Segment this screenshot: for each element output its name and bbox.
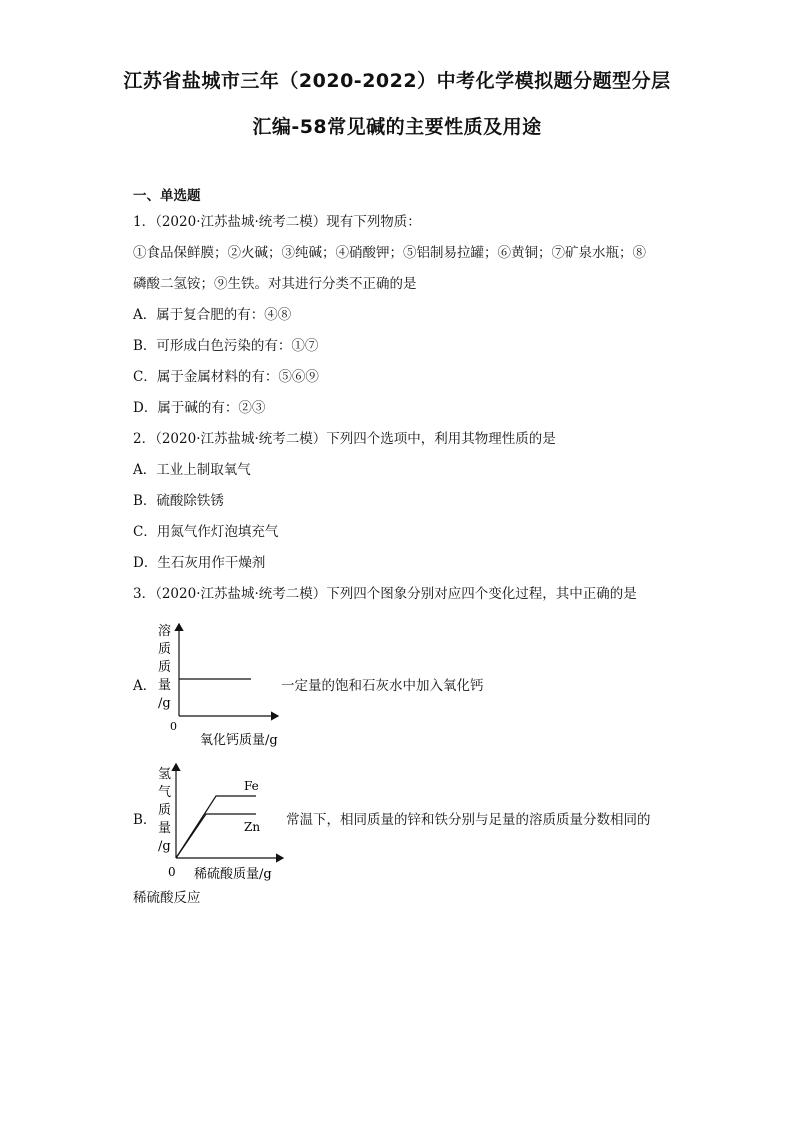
q1-items-line2: 磷酸二氢铵；⑨生铁。对其进行分类不正确的是	[133, 276, 417, 292]
graph-b-xlabel: 稀硫酸质量/g	[194, 867, 272, 882]
graph-a-origin: 0	[170, 720, 177, 733]
q2-option-c: C．用氮气作灯泡填充气	[133, 524, 279, 540]
q1-option-a: A．属于复合肥的有：④⑧	[133, 307, 292, 323]
q3-option-b-text: 常温下，相同质量的锌和铁分别与足量的溶质质量分数相同的	[286, 812, 651, 828]
q3-stem: 3．（2020·江苏盐城·统考二模）下列四个图象分别对应四个变化过程，其中正确的是	[133, 586, 637, 602]
q2-option-b: B．硫酸除铁锈	[133, 493, 224, 509]
q3-option-a-label: A．	[133, 678, 157, 694]
q1-items-line1: ①食品保鲜膜；②火碱；③纯碱；④硝酸钾；⑤铝制易拉罐；⑥黄铜；⑦矿泉水瓶；⑧	[133, 245, 646, 261]
graph-a-ylabel-4: 量	[158, 678, 172, 693]
document-title-line1: 江苏省盐城市三年（2020-2022）中考化学模拟题分题型分层	[123, 70, 671, 92]
q1-option-d: D．属于碱的有：②③	[133, 400, 266, 416]
q1-option-b: B．可形成白色污染的有：①⑦	[133, 338, 319, 354]
graph-b-fe-label: Fe	[244, 779, 259, 793]
graph-b-zn-label: Zn	[244, 820, 261, 834]
q2-stem: 2．（2020·江苏盐城·统考二模）下列四个选项中，利用其物理性质的是	[133, 431, 556, 447]
graph-b-ylabel-4: 量	[158, 821, 172, 836]
q3-option-b-label: B．	[133, 812, 157, 828]
graph-a-ylabel-3: 质	[158, 660, 172, 675]
q3-graph-b	[150, 758, 290, 892]
graph-a-xlabel: 氧化钙质量/g	[200, 733, 278, 748]
graph-b-ylabel-2: 气	[158, 785, 172, 800]
graph-b-ylabel-3: 质	[158, 803, 172, 818]
document-title-line2: 汇编-58常见碱的主要性质及用途	[252, 116, 542, 138]
graph-b-ylabel-5: /g	[158, 839, 171, 854]
q3-option-b-text-cont: 稀硫酸反应	[133, 890, 201, 906]
graph-a-ylabel-2: 质	[158, 642, 172, 657]
q2-option-d: D．生石灰用作干燥剂	[133, 555, 266, 571]
q1-option-c: C．属于金属材料的有：⑤⑥⑨	[133, 369, 319, 385]
q3-option-a-text: 一定量的饱和石灰水中加入氧化钙	[281, 678, 484, 694]
graph-b-ylabel-1: 氢	[158, 767, 172, 782]
q3-graph-a	[150, 618, 290, 754]
graph-b-origin: 0	[168, 865, 176, 879]
section-heading: 一、单选题	[133, 188, 201, 204]
graph-a-ylabel-1: 溶	[158, 624, 172, 639]
q1-stem: 1．（2020·江苏盐城·统考二模）现有下列物质：	[133, 214, 421, 230]
graph-a-ylabel-5: /g	[158, 696, 171, 711]
q2-option-a: A．工业上制取氧气	[133, 462, 251, 478]
